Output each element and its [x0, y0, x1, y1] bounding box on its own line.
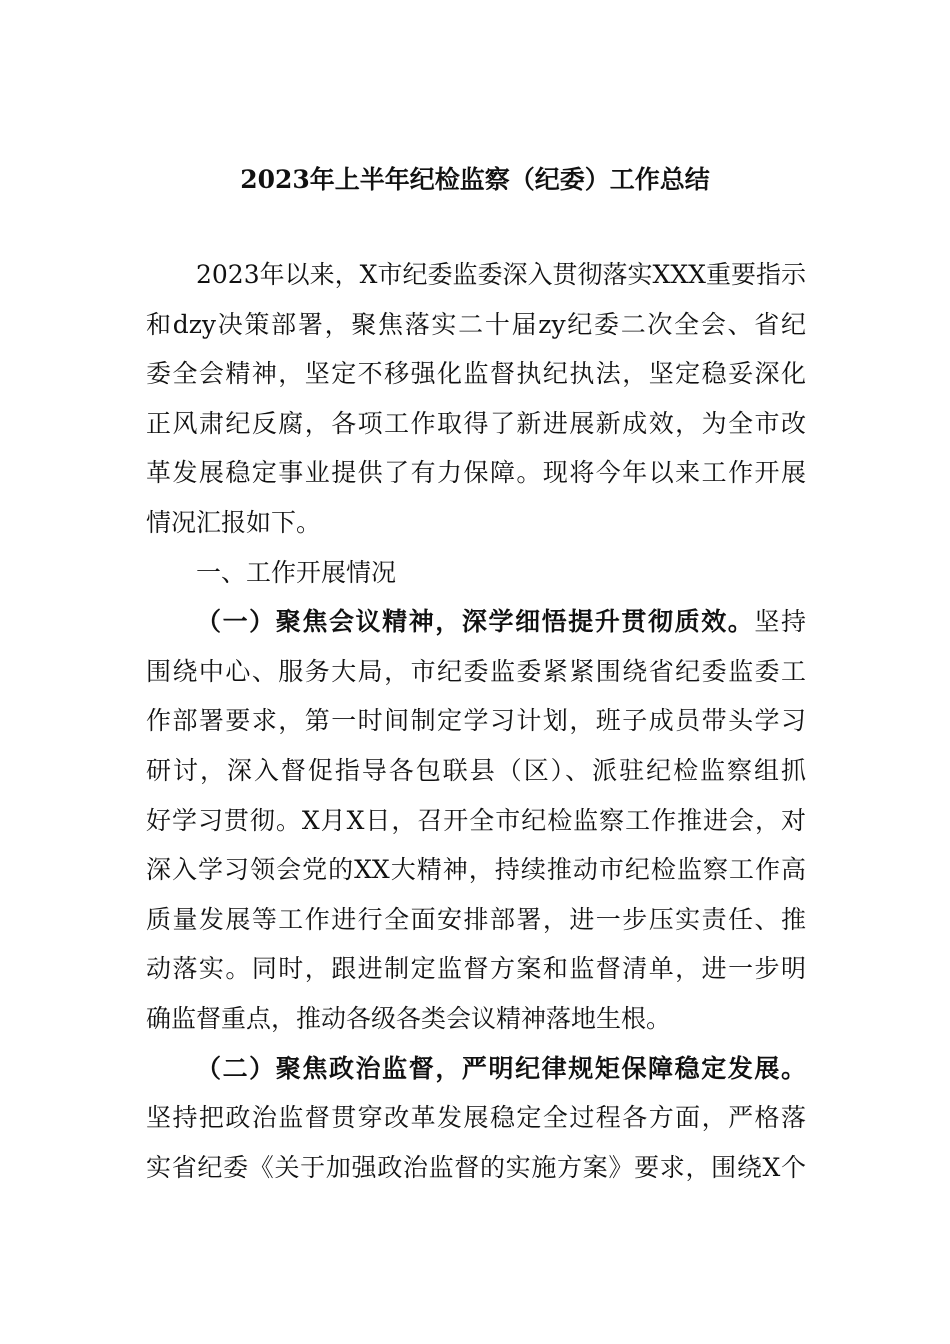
paragraph-line: 正风肃纪反腐，各项工作取得了新进展新成效，为全市改	[146, 408, 806, 438]
paragraph-line: 研讨，深入督促指导各包联县（区）、派驻纪检监察组抓	[146, 755, 806, 785]
paragraph-line: 情况汇报如下。	[146, 507, 322, 537]
subsection-text: 坚持	[754, 607, 806, 637]
paragraph-line: 深入学习领会党的XX大精神，持续推动市纪检监察工作高	[146, 855, 806, 885]
section-heading: 一、工作开展情况	[196, 557, 397, 587]
subsection-heading: （一）聚焦会议精神，深学细悟提升贯彻质效。	[196, 607, 755, 637]
subsection-2	[146, 1044, 806, 1193]
subsection-1	[146, 597, 806, 1043]
paragraph-line: 坚持把政治监督贯穿改革发展稳定全过程各方面，严格落	[146, 1103, 806, 1133]
subsection-first-line	[146, 597, 806, 647]
intro-paragraph	[146, 250, 806, 548]
paragraph-line: 委全会精神，坚定不移强化监督执纪执法，坚定稳妥深化	[146, 359, 806, 389]
paragraph-line: 围绕中心、服务大局，市纪委监委紧紧围绕省纪委监委工	[146, 656, 806, 686]
paragraph-line: 确监督重点，推动各级各类会议精神落地生根。	[146, 1003, 672, 1033]
paragraph-line: 作部署要求，第一时间制定学习计划，班子成员带头学习	[146, 706, 806, 736]
document-body	[146, 250, 806, 1192]
paragraph-line: 动落实。同时，跟进制定监督方案和监督清单，进一步明	[146, 954, 806, 984]
subsection-heading: （二）聚焦政治监督，严明纪律规矩保障稳定发展。	[196, 1053, 806, 1083]
paragraph-line: 质量发展等工作进行全面安排部署，进一步压实责任、推	[146, 904, 806, 934]
paragraph-line: 革发展稳定事业提供了有力保障。现将今年以来工作开展	[146, 458, 806, 488]
paragraph-line: 和dzy决策部署，聚焦落实二十届zy纪委二次全会、省纪	[146, 309, 806, 339]
document-title: 2023年上半年纪检监察（纪委）工作总结	[240, 165, 710, 194]
paragraph-line: 2023年以来，X市纪委监委深入贯彻落实XXX重要指示	[196, 260, 806, 289]
paragraph-line: 实省纪委《关于加强政治监督的实施方案》要求，围绕X个	[146, 1152, 806, 1182]
paragraph-line: 好学习贯彻。X月X日，召开全市纪检监察工作推进会，对	[146, 805, 806, 835]
